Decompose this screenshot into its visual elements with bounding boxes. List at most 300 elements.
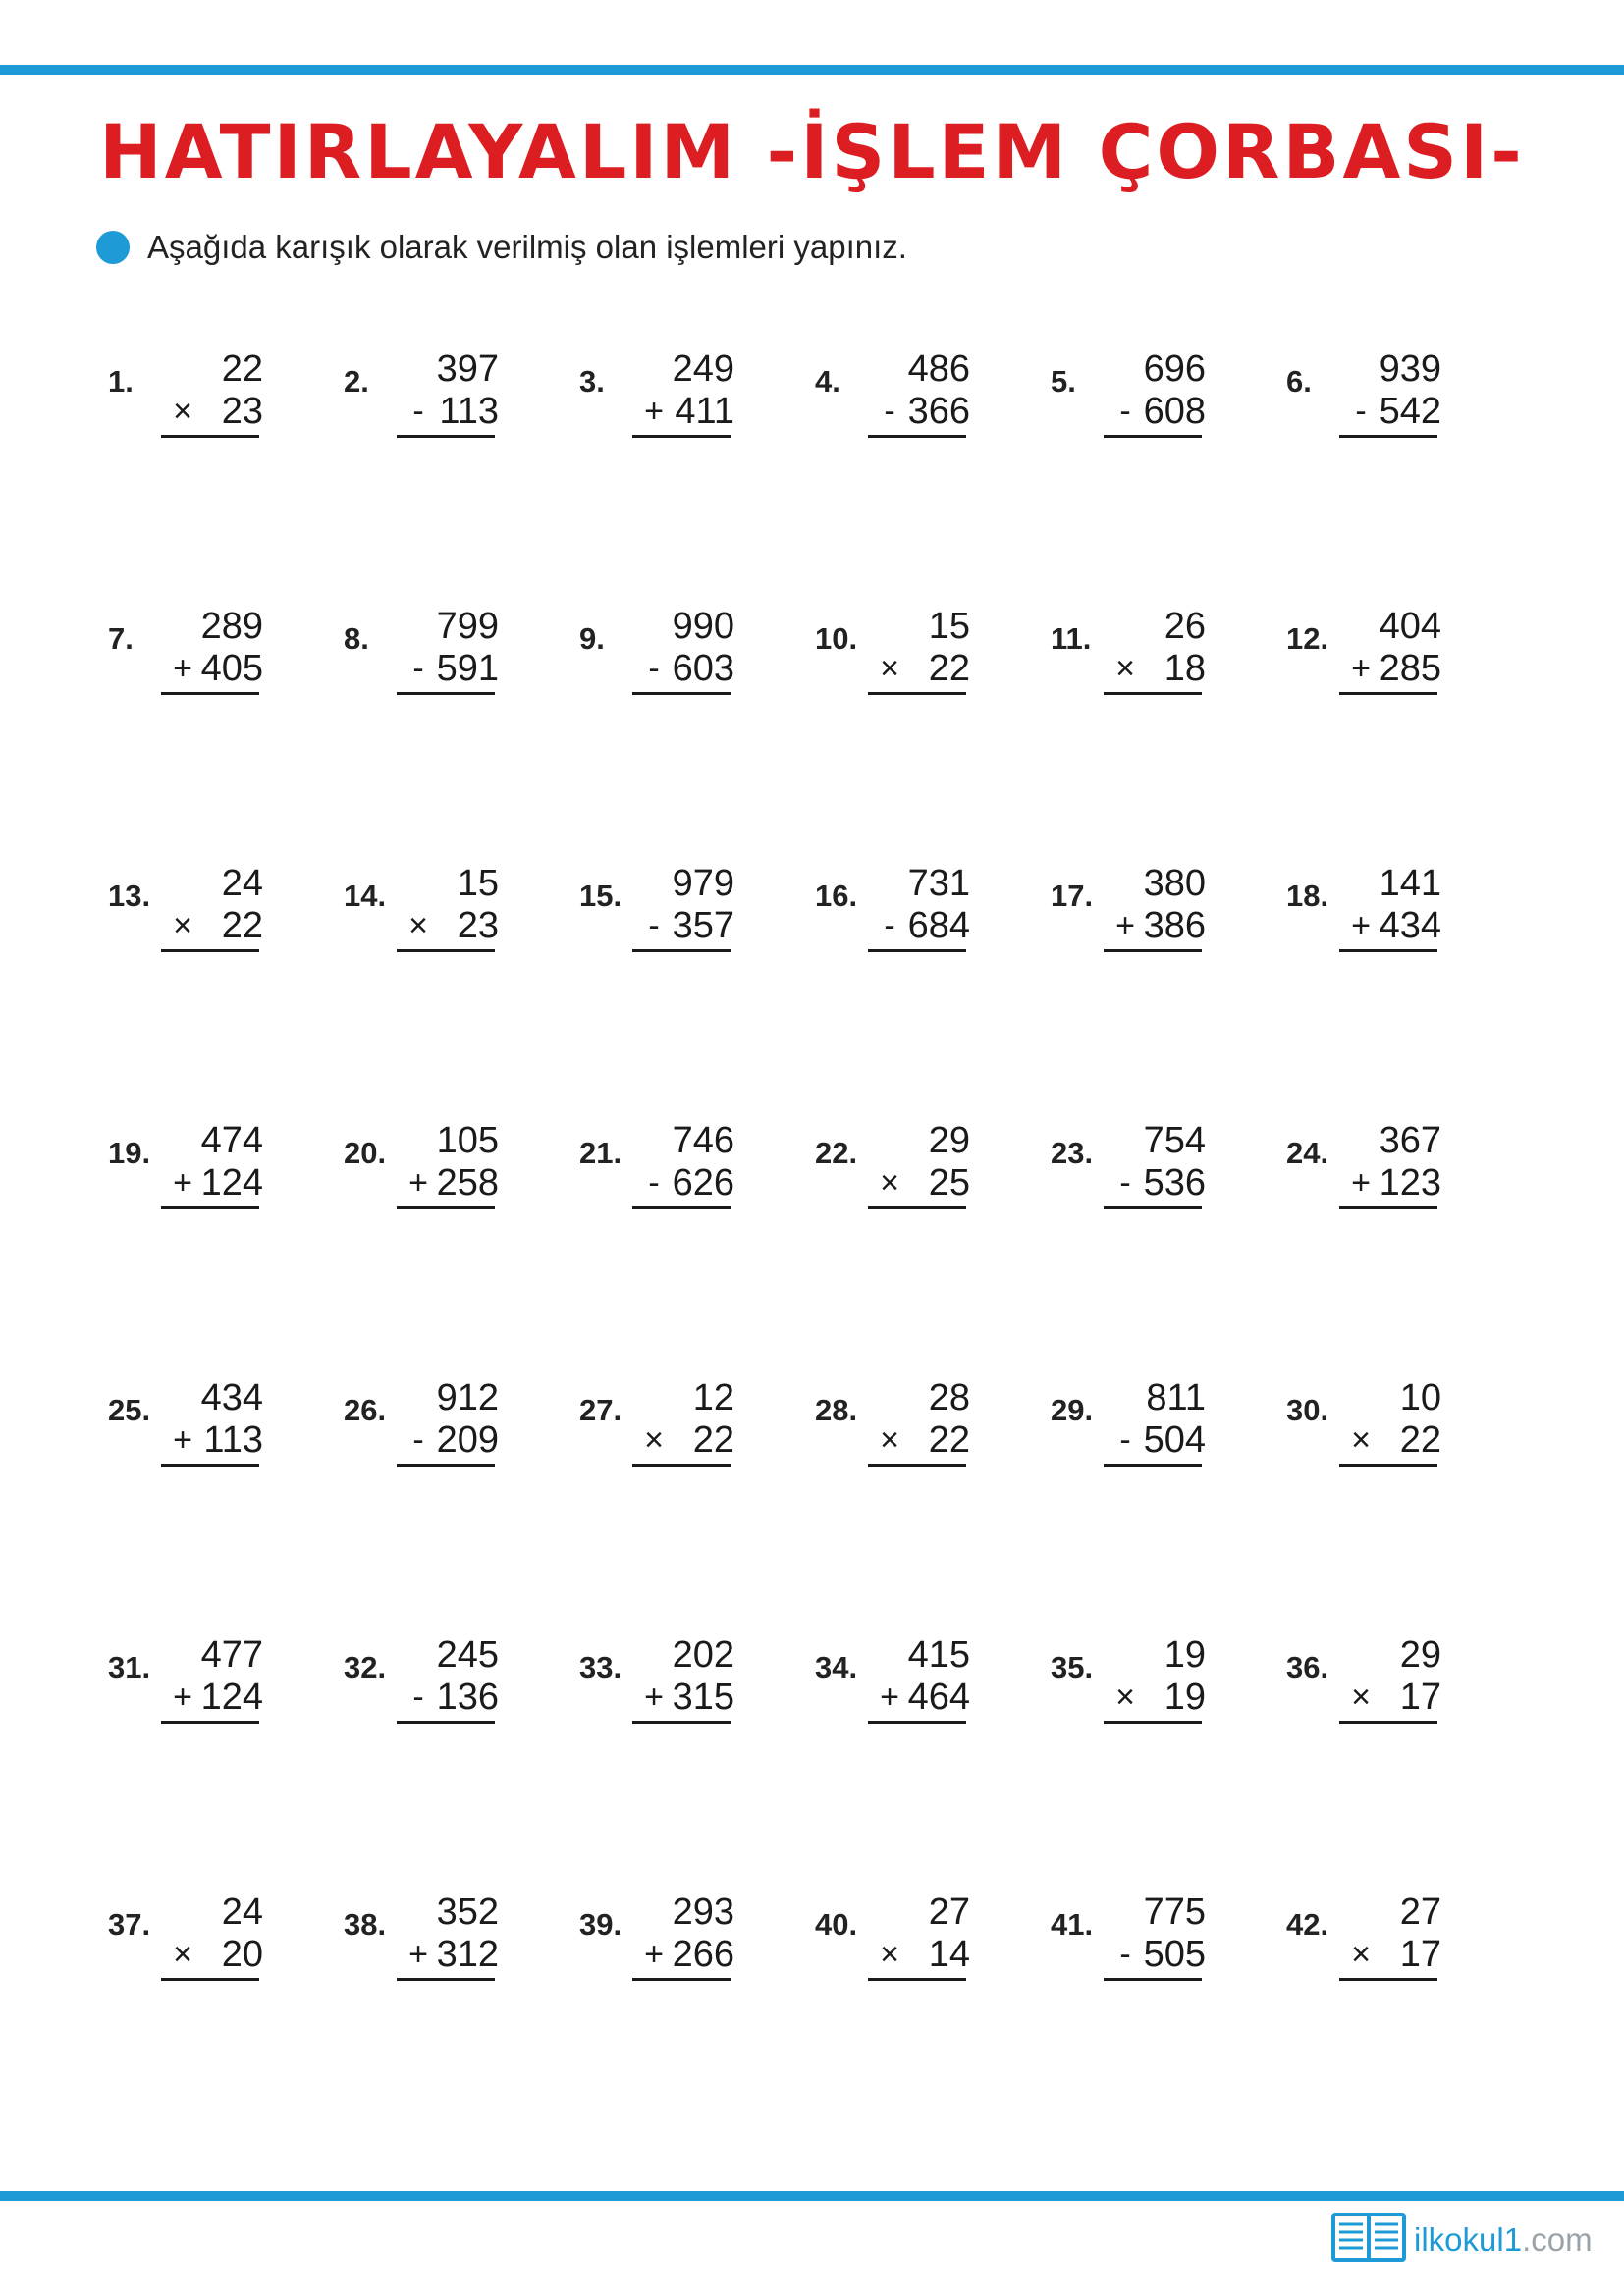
operator-sign: × [880,1421,899,1459]
problem-item [579,606,815,863]
problem-item [344,1634,579,1892]
first-operand: 202 [672,1634,734,1676]
first-operand: 15 [928,606,970,647]
first-operand: 19 [1164,1634,1206,1676]
problem-item [579,863,815,1120]
answer-line [1339,1978,1437,1981]
problem-number: 39. [579,1907,623,1942]
first-operand: 486 [907,348,970,390]
problem-item [1286,1634,1522,1892]
problem-number: 24. [1286,1136,1329,1170]
problem-number: 21. [579,1136,623,1170]
second-operand-row [1111,648,1206,690]
problem-stack [876,1377,970,1467]
second-operand-row [1347,905,1441,947]
first-operand: 434 [200,1377,263,1418]
answer-line [868,1978,966,1981]
problem-stack [1347,348,1441,438]
second-operand-row [1347,391,1441,433]
first-operand: 105 [436,1120,499,1161]
problem-item [815,1120,1051,1377]
problem-number: 40. [815,1907,858,1942]
problem-stack [1347,1634,1441,1724]
first-operand: 746 [672,1120,734,1161]
second-operand-row [169,648,263,690]
second-operand-row [876,1677,970,1719]
answer-line [868,1721,966,1724]
first-operand: 26 [1164,606,1206,647]
first-operand: 249 [672,348,734,390]
problem-stack [640,1120,734,1209]
problem-number: 1. [108,364,134,399]
second-operand: 14 [928,1934,970,1975]
answer-line [1339,435,1437,438]
instruction-text: Aşağıda karışık olarak verilmiş olan işlemleri yapınız. [147,229,907,265]
answer-line [632,692,731,695]
operator-sign: - [884,907,895,944]
operator-sign: × [1351,1679,1371,1716]
answer-line [397,435,495,438]
operator-sign: × [880,1936,899,1973]
second-operand-row [405,391,499,433]
second-operand: 19 [1164,1677,1206,1718]
problem-stack [1347,1120,1441,1209]
problem-number: 13. [108,879,151,913]
problem-stack [405,863,499,952]
problem-number: 8. [344,621,369,656]
answer-line [1339,949,1437,952]
problem-item [579,1120,815,1377]
second-operand: 17 [1399,1934,1441,1975]
second-operand: 603 [672,648,734,689]
page-title: HATIRLAYALIM -İŞLEM ÇORBASI- [99,108,1525,195]
problem-item [1051,1377,1286,1634]
problem-item [108,1120,344,1377]
second-operand-row [405,1419,499,1462]
operator-sign: - [648,650,660,687]
second-operand: 22 [221,905,263,946]
second-operand-row [1111,1677,1206,1719]
problem-item [579,1892,815,2149]
problem-stack [1347,1892,1441,1981]
operator-sign: × [173,907,192,944]
first-operand: 477 [200,1634,263,1676]
operator-sign: - [648,1164,660,1201]
second-operand-row [1111,1934,1206,1976]
problem-number: 17. [1051,879,1094,913]
operator-sign: + [173,1679,192,1716]
second-operand: 315 [672,1677,734,1718]
problem-stack [640,1892,734,1981]
logo-name: ilkokul1 [1414,2220,1523,2258]
problem-number: 35. [1051,1650,1094,1684]
answer-line [161,1206,259,1209]
answer-line [1104,1978,1202,1981]
problem-item [344,863,579,1120]
first-operand: 415 [907,1634,970,1676]
answer-line [1104,1206,1202,1209]
answer-line [1104,1464,1202,1467]
problem-stack [1347,606,1441,695]
second-operand: 23 [457,905,499,946]
first-operand: 22 [221,348,263,390]
problem-stack [640,348,734,438]
problem-item [815,606,1051,863]
second-operand: 285 [1379,648,1441,689]
logo-domain: .com [1522,2220,1593,2258]
second-operand-row [876,1419,970,1462]
problem-stack [1347,863,1441,952]
first-operand: 979 [672,863,734,904]
answer-line [161,692,259,695]
second-operand: 113 [439,391,499,432]
problem-item [579,1634,815,1892]
problem-number: 4. [815,364,840,399]
top-divider [0,65,1624,75]
problem-stack [876,348,970,438]
operator-sign: + [644,1936,664,1973]
answer-line [161,435,259,438]
operator-sign: + [1351,1164,1371,1201]
second-operand: 464 [907,1677,970,1718]
second-operand-row [169,1162,263,1204]
answer-line [161,949,259,952]
first-operand: 397 [436,348,499,390]
answer-line [1104,435,1202,438]
first-operand: 799 [436,606,499,647]
second-operand-row [876,648,970,690]
first-operand: 775 [1143,1892,1206,1933]
problem-item [108,1377,344,1634]
first-operand: 939 [1379,348,1441,390]
answer-line [632,949,731,952]
problem-number: 25. [108,1393,151,1427]
problem-stack [405,1892,499,1981]
second-operand: 113 [203,1419,263,1461]
problem-number: 42. [1286,1907,1329,1942]
problem-stack [1111,348,1206,438]
problem-item [108,1634,344,1892]
second-operand: 23 [221,391,263,432]
problem-number: 5. [1051,364,1076,399]
operator-sign: - [1119,393,1131,430]
operator-sign: × [1351,1421,1371,1459]
answer-line [1339,1464,1437,1467]
second-operand: 684 [907,905,970,946]
problem-number: 2. [344,364,369,399]
problem-stack [169,1892,263,1981]
second-operand-row [405,1677,499,1719]
problem-number: 20. [344,1136,387,1170]
operator-sign: - [648,907,660,944]
answer-line [397,949,495,952]
problem-item [1286,1120,1522,1377]
second-operand-row [640,648,734,690]
answer-line [161,1978,259,1981]
first-operand: 404 [1379,606,1441,647]
answer-line [161,1721,259,1724]
problem-item [1051,606,1286,863]
problem-stack [1111,1377,1206,1467]
problem-item [1286,863,1522,1120]
operator-sign: × [880,1164,899,1201]
second-operand: 357 [672,905,734,946]
second-operand: 18 [1164,648,1206,689]
second-operand-row [1111,391,1206,433]
operator-sign: + [173,1421,192,1459]
problem-stack [1347,1377,1441,1467]
second-operand-row [1347,1419,1441,1462]
operator-sign: - [1355,393,1367,430]
problem-stack [1111,863,1206,952]
problem-item [344,348,579,606]
answer-line [161,1464,259,1467]
second-operand-row [169,905,263,947]
answer-line [1339,692,1437,695]
bottom-divider [0,2191,1624,2201]
operator-sign: × [173,393,192,430]
problem-number: 15. [579,879,623,913]
answer-line [1339,1721,1437,1724]
problem-item [108,348,344,606]
problem-number: 38. [344,1907,387,1942]
first-operand: 245 [436,1634,499,1676]
second-operand: 366 [907,391,970,432]
second-operand: 312 [436,1934,499,1975]
operator-sign: + [644,1679,664,1716]
second-operand: 123 [1379,1162,1441,1203]
problem-number: 26. [344,1393,387,1427]
operator-sign: + [408,1164,428,1201]
operator-sign: - [884,393,895,430]
problem-number: 41. [1051,1907,1094,1942]
first-operand: 15 [457,863,499,904]
problem-item [108,863,344,1120]
bullet-icon [96,231,130,264]
second-operand: 542 [1379,391,1441,432]
first-operand: 811 [1146,1377,1206,1418]
problem-number: 19. [108,1136,151,1170]
second-operand: 608 [1143,391,1206,432]
second-operand: 505 [1143,1934,1206,1975]
problem-stack [640,1377,734,1467]
operator-sign: + [880,1679,899,1716]
problem-number: 29. [1051,1393,1094,1427]
first-operand: 380 [1143,863,1206,904]
second-operand: 22 [928,1419,970,1461]
second-operand: 504 [1143,1419,1206,1461]
answer-line [868,1206,966,1209]
first-operand: 352 [436,1892,499,1933]
book-icon [1331,2211,1406,2269]
problem-stack [640,606,734,695]
second-operand: 124 [200,1162,263,1203]
problem-item [1051,1892,1286,2149]
problem-stack [169,1634,263,1724]
problem-item [1051,1634,1286,1892]
first-operand: 696 [1143,348,1206,390]
problem-stack [405,348,499,438]
second-operand-row [876,391,970,433]
problem-item [1051,348,1286,606]
problem-stack [640,863,734,952]
first-operand: 24 [221,863,263,904]
answer-line [397,1978,495,1981]
first-operand: 289 [200,606,263,647]
first-operand: 293 [672,1892,734,1933]
second-operand-row [640,1162,734,1204]
operator-sign: × [1115,1679,1135,1716]
second-operand-row [169,1677,263,1719]
problem-number: 36. [1286,1650,1329,1684]
problem-stack [640,1634,734,1724]
problem-number: 9. [579,621,605,656]
second-operand-row [1347,648,1441,690]
answer-line [1104,949,1202,952]
answer-line [632,1721,731,1724]
problem-item [108,606,344,863]
operator-sign: + [1351,907,1371,944]
problem-item [815,1634,1051,1892]
problem-number: 7. [108,621,134,656]
first-operand: 27 [1399,1892,1441,1933]
problem-stack [1111,1634,1206,1724]
site-logo [1331,2211,1593,2269]
problem-number: 11. [1051,621,1092,656]
second-operand: 22 [1399,1419,1441,1461]
second-operand: 266 [672,1934,734,1975]
first-operand: 141 [1379,863,1441,904]
problem-stack [876,863,970,952]
problem-number: 34. [815,1650,858,1684]
problem-item [1051,1120,1286,1377]
second-operand-row [1111,905,1206,947]
problem-number: 27. [579,1393,623,1427]
operator-sign: - [412,1421,424,1459]
operator-sign: - [412,1679,424,1716]
problem-stack [169,1120,263,1209]
answer-line [868,949,966,952]
second-operand: 22 [692,1419,734,1461]
first-operand: 990 [672,606,734,647]
problem-stack [169,606,263,695]
second-operand-row [1111,1419,1206,1462]
problem-item [815,348,1051,606]
first-operand: 27 [928,1892,970,1933]
second-operand: 536 [1143,1162,1206,1203]
first-operand: 731 [907,863,970,904]
first-operand: 28 [928,1377,970,1418]
first-operand: 10 [1399,1377,1441,1418]
second-operand-row [1347,1677,1441,1719]
operator-sign: × [173,1936,192,1973]
problem-stack [405,1377,499,1467]
answer-line [397,1464,495,1467]
operator-sign: - [1119,1936,1131,1973]
problem-item [344,1120,579,1377]
instruction [96,228,907,267]
operator-sign: × [408,907,428,944]
first-operand: 474 [200,1120,263,1161]
problem-item [579,1377,815,1634]
problem-stack [169,348,263,438]
second-operand: 626 [672,1162,734,1203]
problem-stack [169,1377,263,1467]
problem-item [108,1892,344,2149]
second-operand: 591 [436,648,499,689]
second-operand-row [1347,1162,1441,1204]
first-operand: 754 [1143,1120,1206,1161]
second-operand-row [640,1934,734,1976]
problem-item [1286,348,1522,606]
answer-line [1104,1721,1202,1724]
second-operand: 20 [221,1934,263,1975]
answer-line [397,1721,495,1724]
operator-sign: + [1351,650,1371,687]
second-operand-row [640,391,734,433]
answer-line [868,1464,966,1467]
problem-item [815,1377,1051,1634]
problem-number: 18. [1286,879,1329,913]
answer-line [632,1464,731,1467]
second-operand-row [640,1677,734,1719]
problem-number: 3. [579,364,605,399]
second-operand: 258 [436,1162,499,1203]
problem-item [344,1892,579,2149]
operator-sign: - [412,650,424,687]
answer-line [632,1978,731,1981]
second-operand: 411 [675,391,734,432]
problem-stack [1111,1120,1206,1209]
answer-line [868,435,966,438]
problem-number: 14. [344,879,387,913]
problem-number: 10. [815,621,858,656]
second-operand-row [640,1419,734,1462]
operator-sign: + [173,650,192,687]
first-operand: 29 [1399,1634,1441,1676]
operator-sign: + [1115,907,1135,944]
operator-sign: × [880,650,899,687]
problem-number: 16. [815,879,858,913]
second-operand-row [876,1934,970,1976]
problem-number: 31. [108,1650,151,1684]
answer-line [868,692,966,695]
problem-item [1286,1377,1522,1634]
problem-stack [405,1120,499,1209]
problem-number: 33. [579,1650,623,1684]
second-operand-row [405,1934,499,1976]
second-operand-row [876,905,970,947]
second-operand-row [405,1162,499,1204]
second-operand: 124 [200,1677,263,1718]
second-operand-row [876,1162,970,1204]
second-operand-row [405,648,499,690]
problem-item [1286,1892,1522,2149]
second-operand: 386 [1143,905,1206,946]
problem-number: 22. [815,1136,858,1170]
second-operand: 25 [928,1162,970,1203]
problem-item [579,348,815,606]
second-operand: 434 [1379,905,1441,946]
operator-sign: - [412,393,424,430]
problem-number: 23. [1051,1136,1094,1170]
problem-stack [876,1634,970,1724]
operator-sign: - [1119,1421,1131,1459]
problem-item [815,1892,1051,2149]
problem-stack [1111,1892,1206,1981]
problem-stack [876,606,970,695]
problem-stack [876,1120,970,1209]
